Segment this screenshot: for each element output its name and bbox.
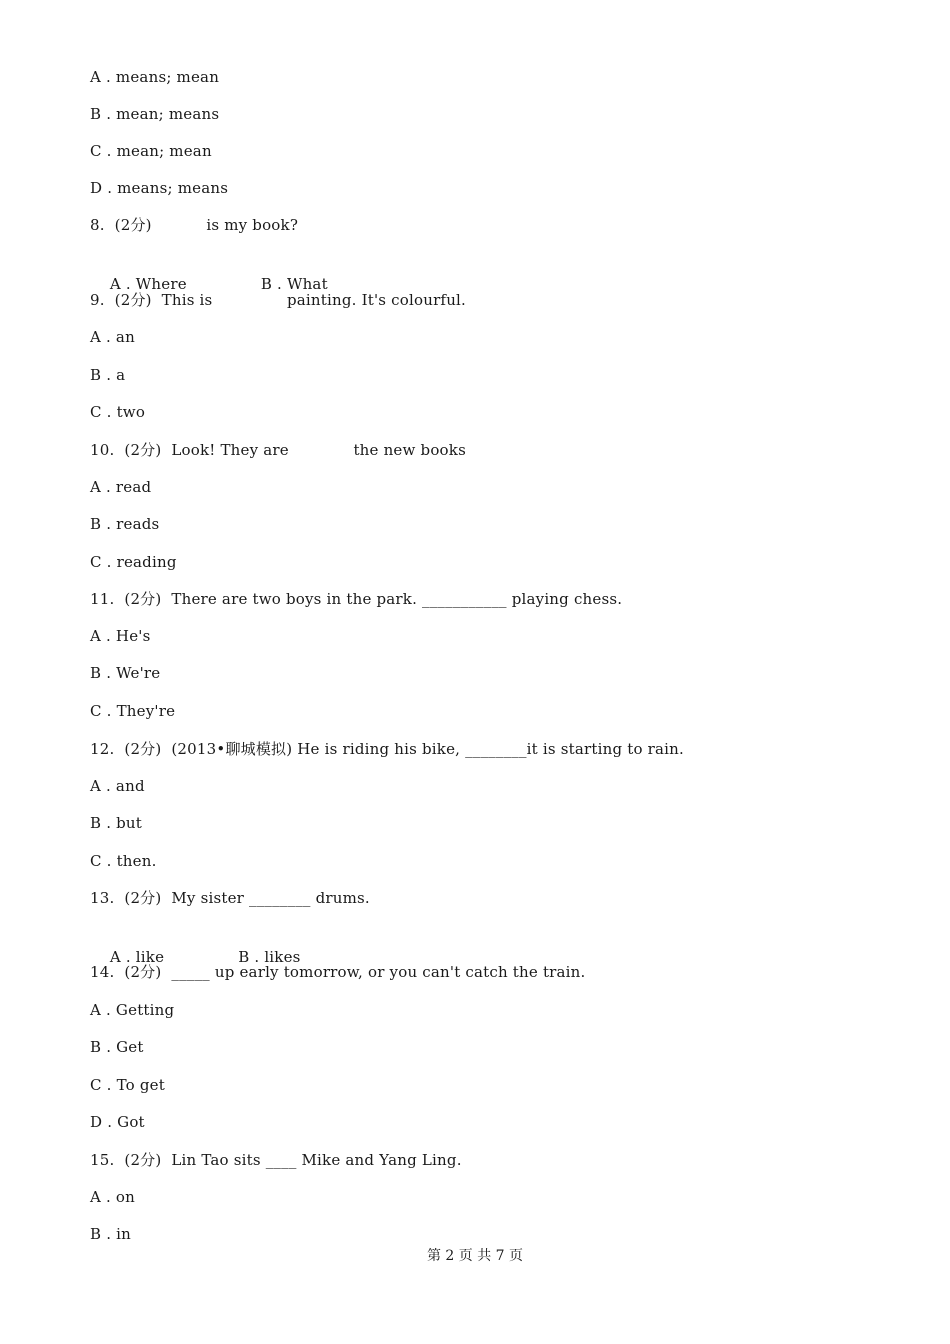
q9-option-c: C . two xyxy=(90,403,146,421)
q11-question: 11. (2分) There are two boys in the park. ___________ playing chess. xyxy=(90,590,623,608)
q12-question: 12. (2分) (2013•聊城模拟) He is riding his bike, ________it is starting to rain. xyxy=(90,740,684,758)
q8-options xyxy=(90,251,328,293)
q11-option-a: A . He's xyxy=(90,627,151,645)
q15-question: 15. (2分) Lin Tao sits ____ Mike and Yang Ling. xyxy=(90,1151,462,1169)
q13-option-b: B . likes xyxy=(238,948,301,966)
q7-option-b: B . mean; means xyxy=(90,105,220,123)
q15-option-b: B . in xyxy=(90,1225,131,1243)
q14-option-b: B . Get xyxy=(90,1038,144,1056)
q13-options xyxy=(90,924,301,966)
q9-option-b: B . a xyxy=(90,366,126,384)
q8-option-a: A . Where xyxy=(109,275,187,293)
q11-option-b: B . We're xyxy=(90,664,161,682)
q10-option-b: B . reads xyxy=(90,515,160,533)
q14-question: 14. (2分) _____ up early tomorrow, or you can't catch the train. xyxy=(90,963,586,981)
page-footer: 第 2 页 共 7 页 xyxy=(426,1248,524,1264)
q15-option-a: A . on xyxy=(90,1188,136,1206)
q11-option-c: C . They're xyxy=(90,702,176,720)
q8-question: 8. (2分) is my book? xyxy=(90,216,299,234)
q7-option-c: C . mean; mean xyxy=(90,142,212,160)
q12-option-b: B . but xyxy=(90,814,143,832)
q7-option-a: A . means; mean xyxy=(90,68,220,86)
q14-option-a: A . Getting xyxy=(90,1001,175,1019)
q9-question: 9. (2分) This is painting. It's colourful. xyxy=(90,291,467,309)
q10-option-a: A . read xyxy=(90,478,152,496)
q14-option-c: C . To get xyxy=(90,1076,165,1094)
q10-option-c: C . reading xyxy=(90,553,177,571)
q12-option-c: C . then. xyxy=(90,852,157,870)
q8-option-b: B . What xyxy=(260,275,328,293)
q14-option-d: D . Got xyxy=(90,1113,145,1131)
q13-option-a: A . like xyxy=(109,948,165,966)
q10-question: 10. (2分) Look! They are the new books xyxy=(90,441,466,459)
q13-question: 13. (2分) My sister ________ drums. xyxy=(90,889,370,907)
q12-option-a: A . and xyxy=(90,777,145,795)
q9-option-a: A . an xyxy=(90,328,135,346)
q7-option-d: D . means; means xyxy=(90,179,229,197)
